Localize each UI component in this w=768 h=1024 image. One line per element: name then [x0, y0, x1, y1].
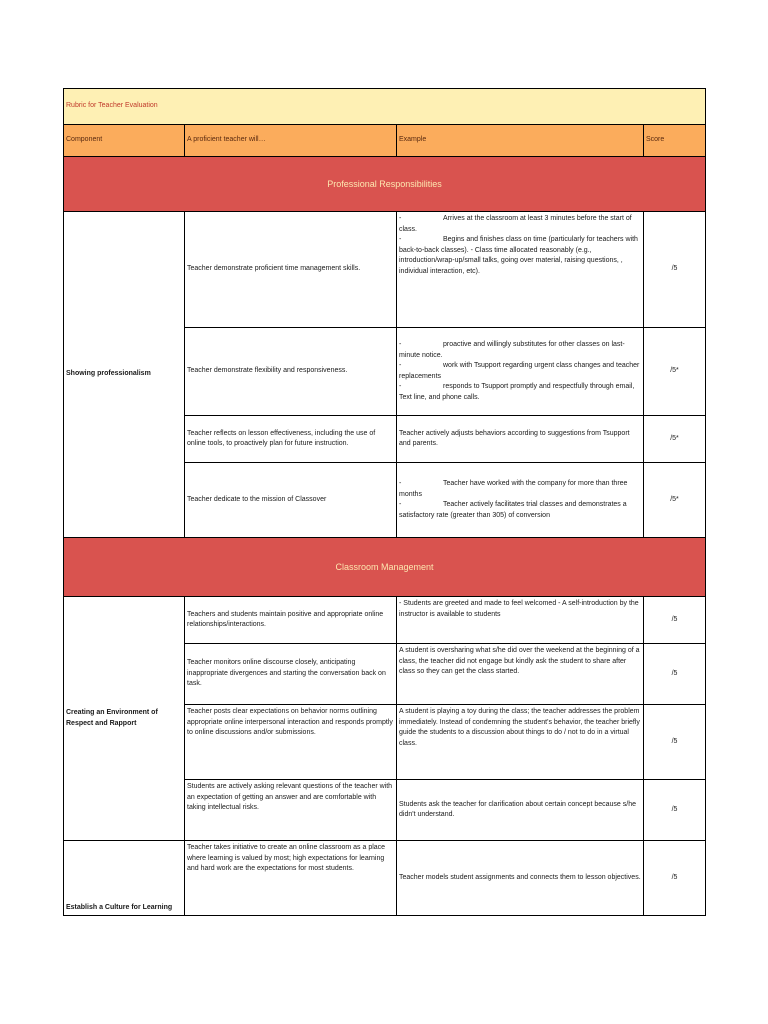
score-cell: /5* — [644, 463, 706, 538]
example-cell: Teacher models student assignments and connects them to lesson objectives. — [397, 841, 644, 916]
proficient-cell: Teacher demonstrate flexibility and responsiveness. — [185, 328, 397, 416]
proficient-cell: Teacher takes initiative to create an online classroom as a place where learning is valued by most; high expectations for learning and hard work are the expectations for most students. — [185, 841, 397, 916]
score-cell: /5* — [644, 328, 706, 416]
section-professional-responsibilities — [64, 157, 706, 212]
score-cell: /5 — [644, 212, 706, 328]
component-culture-for-learning: Establish a Culture for Learning — [64, 841, 185, 916]
header-proficient: A proficient teacher will… — [185, 125, 397, 157]
proficient-cell: Teacher reflects on lesson effectiveness, including the use of online tools, to proactively plan for future instruction. — [185, 416, 397, 463]
component-showing-professionalism: Showing professionalism — [64, 212, 185, 538]
proficient-cell: Teacher monitors online discourse closely, anticipating inappropriate divergences and starting the conversation back on task. — [185, 644, 397, 705]
score-cell: /5 — [644, 705, 706, 780]
rubric-sheet — [63, 88, 705, 916]
component-respect-and-rapport: Creating an Environment of Respect and Rapport — [64, 597, 185, 841]
proficient-cell: Teacher posts clear expectations on behavior norms outlining appropriate online interpersonal interaction and responds promptly to online discussions and/or submissions. — [185, 705, 397, 780]
proficient-cell: Teachers and students maintain positive and appropriate online relationships/interactions. — [185, 597, 397, 644]
proficient-cell: Teacher dedicate to the mission of Classover — [185, 463, 397, 538]
example-cell — [397, 463, 644, 538]
score-cell: /5 — [644, 644, 706, 705]
example-item: - Teacher actively facilitates trial classes and demonstrates a satisfactory rate (greater than 305) of conversion — [399, 501, 627, 519]
example-item: - Begins and finishes class on time (particularly for teachers with back-to-back classes). - Class time allocated reasonably (e.g., introduction/wrap-up/small talks, going over material, raising questions, , individual interaction, etc). — [399, 236, 638, 275]
table-row — [64, 597, 706, 644]
example-cell: Students ask the teacher for clarification about certain concept because s/he didn't understand. — [397, 780, 644, 841]
section-classroom-management — [64, 538, 706, 597]
header-example: Example — [397, 125, 644, 157]
example-cell: Teacher actively adjusts behaviors according to suggestions from Tsupport and parents. — [397, 416, 644, 463]
example-item: - work with Tsupport regarding urgent class changes and teacher replacements — [399, 362, 640, 380]
example-cell: - Students are greeted and made to feel welcomed - A self-introduction by the instructor is available to students — [397, 597, 644, 644]
example-cell: A student is oversharing what s/he did over the weekend at the beginning of a class, the teacher did not engage but kindly ask the student to share after class so they can get the class started. — [397, 644, 644, 705]
proficient-cell: Students are actively asking relevant questions of the teacher with an expectation of getting an answer and are comfortable with taking intellectual risks. — [185, 780, 397, 841]
example-item: - proactive and willingly substitutes for other classes on last-minute notice. — [399, 341, 625, 359]
rubric-table — [63, 88, 706, 916]
score-cell: /5 — [644, 780, 706, 841]
table-row — [64, 212, 706, 328]
example-cell — [397, 212, 644, 328]
example-item: - Arrives at the classroom at least 3 minutes before the start of class. — [399, 215, 632, 233]
example-item: - responds to Tsupport promptly and respectfully through email, Text line, and phone calls. — [399, 383, 635, 401]
proficient-cell: Teacher demonstrate proficient time management skills. — [185, 212, 397, 328]
header-row — [64, 125, 706, 157]
table-row — [64, 841, 706, 916]
example-cell — [397, 328, 644, 416]
section-title: Classroom Management — [64, 538, 706, 597]
score-cell: /5 — [644, 841, 706, 916]
section-title: Professional Responsibilities — [64, 157, 706, 212]
score-cell: /5 — [644, 597, 706, 644]
example-cell: A student is playing a toy during the class; the teacher addresses the problem immediately. Instead of condemning the student's behavior, the teacher briefly guide the students to a discussion about things to do / not to do in a virtual class. — [397, 705, 644, 780]
header-component: Component — [64, 125, 185, 157]
rubric-title: Rubric for Teacher Evaluation — [64, 89, 706, 125]
score-cell: /5* — [644, 416, 706, 463]
example-item: - Teacher have worked with the company for more than three months — [399, 480, 628, 498]
title-row — [64, 89, 706, 125]
header-score: Score — [644, 125, 706, 157]
